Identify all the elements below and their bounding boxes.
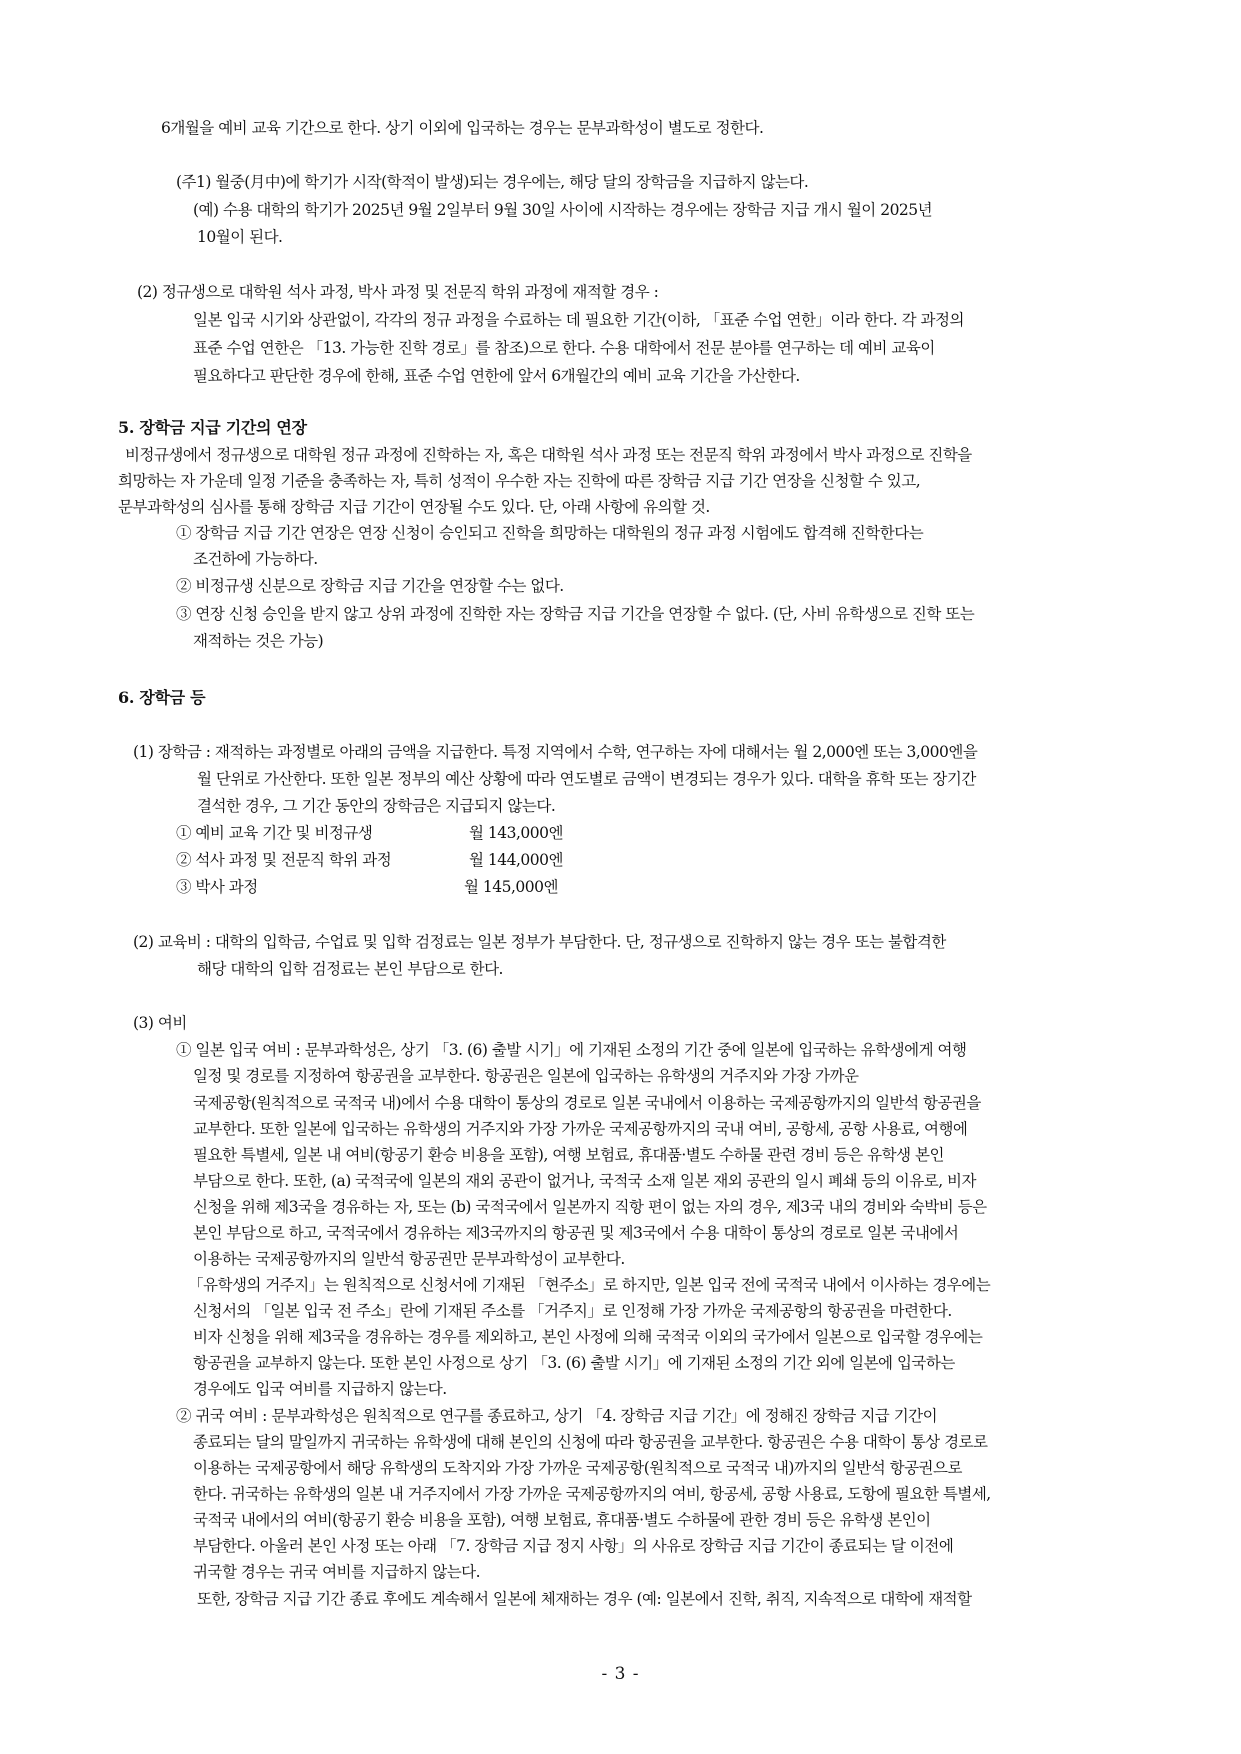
- text-line: 귀국할 경우는 귀국 여비를 지급하지 않는다.: [193, 1563, 481, 1581]
- example-line: (예) 수용 대학의 학기가 2025년 9월 2일부터 9월 30일 사이에 시작하는 경우에는 장학금 지급 개시 월이 2025년: [193, 201, 933, 219]
- text-line: 국적국 내에서의 여비(항공기 환승 비용을 포함), 여행 보험료, 휴대품·별도 수하물에 관한 경비 등은 유학생 본인이: [193, 1511, 931, 1529]
- page-number: - 3 -: [601, 1664, 640, 1684]
- text-line: 월 단위로 가산한다. 또한 일본 정부의 예산 상황에 따라 연도별로 금액이 변경되는 경우가 있다. 대학을 휴학 또는 장기간: [197, 770, 976, 788]
- text-line: 6개월을 예비 교육 기간으로 한다. 상기 이외에 입국하는 경우는 문부과학성이 별도로 정한다.: [161, 119, 764, 137]
- text-line: 문부과학성의 심사를 통해 장학금 지급 기간이 연장될 수도 있다. 단, 아래 사항에 유의할 것.: [118, 498, 710, 516]
- list-item: ③ 연장 신청 승인을 받지 않고 상위 과정에 진학한 자는 장학금 지급 기간을 연장할 수 없다. (단, 사비 유학생으로 진학 또는: [176, 605, 975, 623]
- text-line: 일본 입국 시기와 상관없이, 각각의 정규 과정을 수료하는 데 필요한 기간(이하, 「표준 수업 연한」이라 한다. 각 과정의: [193, 311, 964, 329]
- section-heading: 5. 장학금 지급 기간의 연장: [118, 418, 307, 437]
- text-line: 한다. 귀국하는 유학생의 일본 내 거주지에서 가장 가까운 국제공항까지의 여비, 항공세, 공항 사용료, 도항에 필요한 특별세,: [193, 1485, 991, 1503]
- list-item: ② 비정규생 신분으로 장학금 지급 기간을 연장할 수는 없다.: [176, 577, 564, 595]
- text-line: 경우에도 입국 여비를 지급하지 않는다.: [193, 1380, 447, 1398]
- text-line: 일정 및 경로를 지정하여 항공권을 교부한다. 항공권은 일본에 입국하는 유학생의 거주지와 가장 가까운: [193, 1067, 859, 1085]
- text-line: 신청을 위해 제3국을 경유하는 자, 또는 (b) 국적국에서 일본까지 직항 편이 없는 자의 경우, 제3국 내의 경비와 숙박비 등은: [193, 1198, 987, 1216]
- list-item: (2) 정규생으로 대학원 석사 과정, 박사 과정 및 전문직 학위 과정에 재적할 경우 :: [137, 283, 659, 301]
- example-line: 10월이 된다.: [197, 228, 283, 246]
- text-line: 이용하는 국제공항에서 해당 유학생의 도착지와 가장 가까운 국제공항(원칙적으로 국적국 내)까지의 일반석 항공권으로: [193, 1459, 962, 1477]
- text-line: 교부한다. 또한 일본에 입국하는 유학생의 거주지와 가장 가까운 국제공항까지의 국내 여비, 공항세, 공항 사용료, 여행에: [193, 1120, 968, 1138]
- text-line: 이용하는 국제공항까지의 일반석 항공권만 문부과학성이 교부한다.: [193, 1250, 625, 1268]
- amount-value: 월 145,000엔: [464, 878, 558, 896]
- list-item: (3) 여비: [133, 1014, 187, 1032]
- text-line: 해당 대학의 입학 검정료는 본인 부담으로 한다.: [197, 960, 503, 978]
- list-item: (1) 장학금 : 재적하는 과정별로 아래의 금액을 지급한다. 특정 지역에서 수학, 연구하는 자에 대해서는 월 2,000엔 또는 3,000엔을: [133, 743, 978, 761]
- text-line: 재적하는 것은 가능): [193, 632, 324, 650]
- text-line: 비자 신청을 위해 제3국을 경유하는 경우를 제외하고, 본인 사정에 의해 국적국 이외의 국가에서 일본으로 입국할 경우에는: [193, 1328, 983, 1346]
- text-line: 부담으로 한다. 또한, (a) 국적국에 일본의 재외 공관이 없거나, 국적국 소재 일본 재외 공관의 일시 폐쇄 등의 이유로, 비자: [193, 1172, 976, 1190]
- list-item: (2) 교육비 : 대학의 입학금, 수업료 및 입학 검정료는 일본 정부가 부담한다. 단, 정규생으로 진학하지 않는 경우 또는 불합격한: [133, 933, 946, 951]
- text-line: 희망하는 자 가운데 일정 기준을 충족하는 자, 특히 성적이 우수한 자는 진학에 따른 장학금 지급 기간 연장을 신청할 수 있고,: [118, 472, 921, 490]
- amount-label: ③ 박사 과정: [176, 878, 258, 896]
- list-item: ① 장학금 지급 기간 연장은 연장 신청이 승인되고 진학을 희망하는 대학원의 정규 과정 시험에도 합격해 진학한다는: [176, 524, 924, 542]
- section-heading: 6. 장학금 등: [118, 688, 206, 707]
- text-line: 조건하에 가능하다.: [193, 550, 318, 568]
- text-line: 종료되는 달의 말일까지 귀국하는 유학생에 대해 본인의 신청에 따라 항공권을 교부한다. 항공권은 수용 대학이 통상 경로로: [193, 1433, 988, 1451]
- list-item: ② 귀국 여비 : 문부과학성은 원칙적으로 연구를 종료하고, 상기 「4. 장학금 지급 기간」에 정해진 장학금 지급 기간이: [176, 1407, 938, 1425]
- amount-label: ① 예비 교육 기간 및 비정규생: [176, 824, 373, 842]
- amount-value: 월 144,000엔: [469, 851, 563, 869]
- text-line: 또한, 장학금 지급 기간 종료 후에도 계속해서 일본에 체재하는 경우 (예: 일본에서 진학, 취직, 지속적으로 대학에 재적할: [197, 1590, 972, 1608]
- text-line: 표준 수업 연한은 「13. 가능한 진학 경로」를 참조)으로 한다. 수용 대학에서 전문 분야를 연구하는 데 예비 교육이: [193, 339, 935, 357]
- amount-value: 월 143,000엔: [469, 824, 563, 842]
- text-line: 항공권을 교부하지 않는다. 또한 본인 사정으로 상기 「3. (6) 출발 시기」에 기재된 소정의 기간 외에 일본에 입국하는: [193, 1354, 955, 1372]
- text-line: 결석한 경우, 그 기간 동안의 장학금은 지급되지 않는다.: [197, 797, 556, 815]
- text-line: 비정규생에서 정규생으로 대학원 정규 과정에 진학하는 자, 혹은 대학원 석사 과정 또는 전문직 학위 과정에서 박사 과정으로 진학을: [125, 446, 972, 464]
- text-line: 「유학생의 거주지」는 원칙적으로 신청서에 기재된 「현주소」로 하지만, 일본 입국 전에 국적국 내에서 이사하는 경우에는: [188, 1276, 991, 1294]
- text-line: 부담한다. 아울러 본인 사정 또는 아래 「7. 장학금 지급 정지 사항」의 사유로 장학금 지급 기간이 종료되는 달 이전에: [193, 1537, 954, 1555]
- text-line: 필요하다고 판단한 경우에 한해, 표준 수업 연한에 앞서 6개월간의 예비 교육 기간을 가산한다.: [193, 367, 800, 385]
- note-line: (주1) 월중(月中)에 학기가 시작(학적이 발생)되는 경우에는, 해당 달의 장학금을 지급하지 않는다.: [176, 173, 809, 191]
- text-line: 신청서의 「일본 입국 전 주소」란에 기재된 주소를 「거주지」로 인정해 가장 가까운 국제공항의 항공권을 마련한다.: [193, 1302, 952, 1320]
- text-line: 국제공항(원칙적으로 국적국 내)에서 수용 대학이 통상의 경로로 일본 국내에서 이용하는 국제공항까지의 일반석 항공권을: [193, 1094, 981, 1112]
- list-item: ① 일본 입국 여비 : 문부과학성은, 상기 「3. (6) 출발 시기」에 기재된 소정의 기간 중에 일본에 입국하는 유학생에게 여행: [176, 1041, 967, 1059]
- amount-label: ② 석사 과정 및 전문직 학위 과정: [176, 851, 392, 869]
- text-line: 필요한 특별세, 일본 내 여비(항공기 환승 비용을 포함), 여행 보험료, 휴대품·별도 수하물 관련 경비 등은 유학생 본인: [193, 1146, 944, 1164]
- text-line: 본인 부담으로 하고, 국적국에서 경유하는 제3국까지의 항공권 및 제3국에서 수용 대학이 통상의 경로로 일본 국내에서: [193, 1224, 959, 1242]
